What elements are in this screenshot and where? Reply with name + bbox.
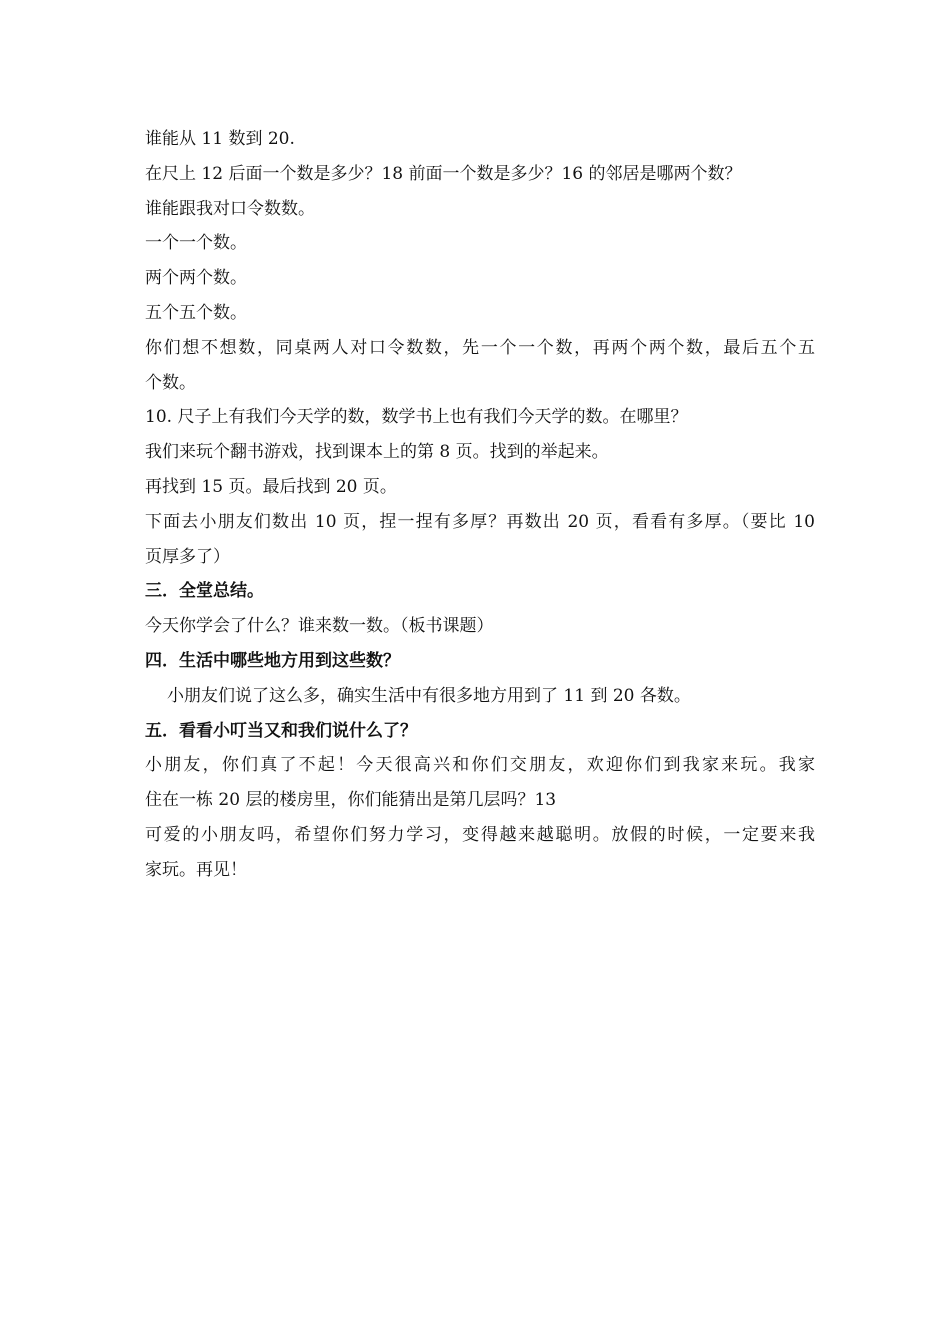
numbered-item-10: 10. 尺子上有我们今天学的数，数学书上也有我们今天学的数。在哪里？ — [145, 407, 688, 428]
paragraph-line: 我们来玩个翻书游戏，找到课本上的第 8 页。找到的举起来。 — [145, 442, 609, 463]
paragraph-line: 五个五个数。 — [145, 302, 247, 323]
paragraph-line: 小朋友，你们真了不起！今天很高兴和你们交朋友，欢迎你们到我家来玩。我家 — [145, 755, 815, 776]
section-heading-5: 五．看看小叮当又和我们说什么了？ — [145, 720, 417, 741]
paragraph-line: 谁能从 11 数到 20. — [145, 129, 295, 149]
paragraph-line: 谁能跟我对口令数数。 — [145, 198, 315, 219]
paragraph-line: 可爱的小朋友吗，希望你们努力学习，变得越来越聪明。放假的时候，一定要来我 — [145, 824, 815, 845]
paragraph-line: 住在一栋 20 层的楼房里，你们能猜出是第几层吗？13 — [145, 790, 557, 811]
paragraph-line: 下面去小朋友们数出 10 页，捏一捏有多厚？再数出 20 页，看看有多厚。（要比 10 — [145, 511, 815, 532]
paragraph-line: 在尺上 12 后面一个数是多少？18 前面一个数是多少？16 的邻居是哪两个数？ — [145, 163, 742, 184]
section-heading-3: 三．全堂总结。 — [145, 581, 264, 602]
paragraph-line: 小朋友们说了这么多，确实生活中有很多地方用到了 11 到 20 各数。 — [167, 685, 691, 706]
paragraph-line: 今天你学会了什么？谁来数一数。（板书课题） — [145, 616, 494, 637]
paragraph-line: 页厚多了） — [145, 546, 230, 567]
paragraph-line: 家玩。再见！ — [145, 859, 247, 880]
document-body — [145, 122, 815, 888]
paragraph-line: 再找到 15 页。最后找到 20 页。 — [145, 476, 397, 497]
paragraph-line: 个数。 — [145, 372, 196, 393]
paragraph-line: 一个一个数。 — [145, 233, 247, 254]
paragraph-line: 两个两个数。 — [145, 268, 247, 289]
section-heading-4: 四．生活中哪些地方用到这些数？ — [145, 650, 400, 671]
paragraph-line: 你们想不想数，同桌两人对口令数数，先一个一个数，再两个两个数，最后五个五 — [145, 337, 815, 358]
